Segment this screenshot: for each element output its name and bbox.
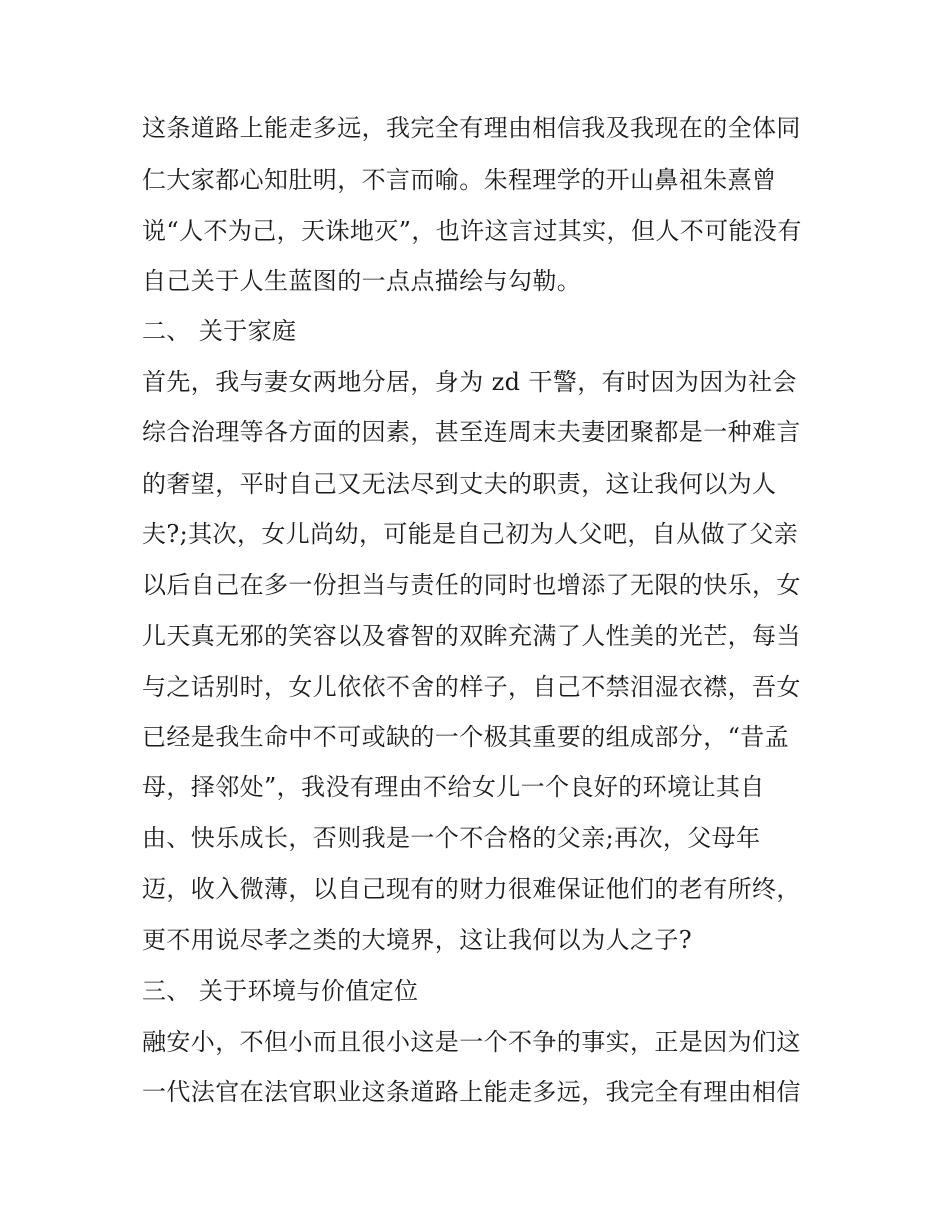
text-line-16: 迈，收入微薄，以自己现有的财力很难保证他们的老有所终， (142, 875, 801, 903)
text-line-20: 一代法官在法官职业这条道路上能走多远，我完全有理由相信 (142, 1078, 801, 1106)
text-line-7: 综合治理等各方面的因素，甚至连周末夫妻团聚都是一种难言 (142, 418, 801, 446)
text-line-8: 的奢望，平时自己又无法尽到丈夫的职责，这让我何以为人 (142, 470, 777, 498)
text-line-10: 以后自己在多一份担当与责任的同时也增添了无限的快乐，女 (142, 571, 801, 599)
text-line-12: 与之话别时，女儿依依不舍的样子，自己不禁泪湿衣襟，吾女 (142, 673, 801, 701)
text-line-3: 说“人不为己，天诛地灭”，也许这言过其实，但人不可能没有 (142, 217, 802, 245)
text-line-6: 首先，我与妻女两地分居，身为 zd 干警，有时因为因为社会 (142, 368, 797, 396)
text-line-9: 夫?;其次，女儿尚幼，可能是自己初为人父吧，自从做了父亲 (142, 520, 799, 548)
text-line-14: 母，择邻处”，我没有理由不给女儿一个良好的环境让其自 (142, 773, 765, 801)
text-line-4: 自己关于人生蓝图的一点点描绘与勾勒。 (142, 267, 582, 295)
text-line-15: 由、快乐成长，否则我是一个不合格的父亲;再次，父母年 (142, 824, 761, 852)
section-heading-family: 二、 关于家庭 (142, 317, 297, 345)
text-line-17: 更不用说尽孝之类的大境界，这让我何以为人之子? (142, 926, 693, 954)
section-heading-environment: 三、 关于环境与价值定位 (142, 977, 419, 1005)
text-line-13: 已经是我生命中不可或缺的一个极其重要的组成部分，“昔孟 (142, 723, 790, 751)
text-line-2: 仁大家都心知肚明，不言而喻。朱程理学的开山鼻祖朱熹曾 (142, 166, 777, 194)
text-line-11: 儿天真无邪的笑容以及睿智的双眸充满了人性美的光芒，每当 (142, 622, 801, 650)
text-line-19: 融安小，不但小而且很小这是一个不争的事实，正是因为们这 (142, 1028, 801, 1056)
text-line-1: 这条道路上能走多远，我完全有理由相信我及我现在的全体同 (142, 114, 801, 142)
